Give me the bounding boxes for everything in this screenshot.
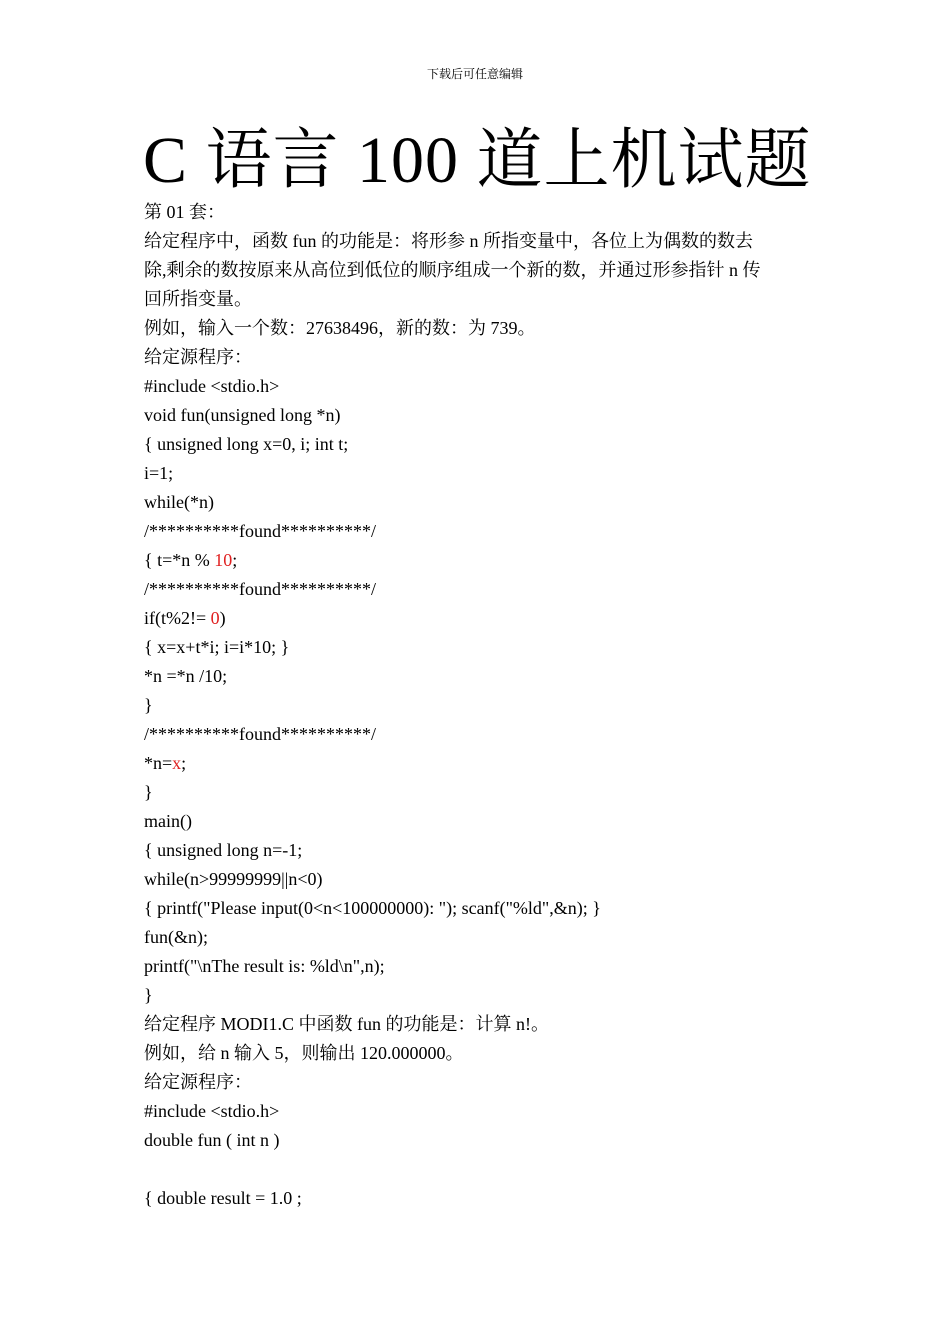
text-line [144,546,809,575]
text-line: while(n>99999999||n<0) [144,869,323,889]
document-body [144,198,809,1213]
text-line: { printf("Please input(0<n<100000000): "); scanf("%ld",&n); } [144,898,601,918]
text-line: i=1; [144,463,174,483]
text-line [144,749,809,778]
document-title: C 语言 100 道上机试题 [143,124,812,197]
text-line: { x=x+t*i; i=i*10; } [144,637,290,657]
text-line: 第 01 套： [144,202,225,222]
text-line: 给定源程序： [144,1072,252,1092]
highlighted-answer: 0 [210,608,220,628]
code-fragment: ; [232,550,238,570]
text-line: 例如，给 n 输入 5，则输出 120.000000。 [144,1043,464,1063]
text-line: #include <stdio.h> [144,376,280,396]
text-line: 给定源程序： [144,347,252,367]
text-line [144,604,809,633]
text-line: /**********found**********/ [144,521,376,541]
text-line: 给定程序中，函数 fun 的功能是：将形参 n 所指变量中，各位上为偶数的数去 [144,231,753,251]
text-line: fun(&n); [144,927,208,947]
text-line: main() [144,811,192,831]
text-line: void fun(unsigned long *n) [144,405,341,425]
text-line [144,1155,809,1184]
text-line: 除,剩余的数按原来从高位到低位的顺序组成一个新的数，并通过形参指针 n 传 [144,260,761,280]
text-line: /**********found**********/ [144,579,376,599]
text-line: /**********found**********/ [144,724,376,744]
code-fragment: *n= [144,753,173,773]
text-line: while(*n) [144,492,214,512]
page-header: 下载后可任意编辑 [426,67,523,81]
highlighted-answer: 10 [214,550,233,570]
text-line: 例如，输入一个数：27638496，新的数：为 739。 [144,318,536,338]
text-line: } [144,985,153,1005]
text-line: 给定程序 MODI1.C 中函数 fun 的功能是：计算 n!。 [144,1014,549,1034]
text-line: } [144,695,153,715]
text-line: 回所指变量。 [144,289,252,309]
text-line: #include <stdio.h> [144,1101,280,1121]
text-line: { double result = 1.0 ; [144,1188,302,1208]
code-fragment: ; [181,753,187,773]
text-line: printf("\nThe result is: %ld\n",n); [144,956,385,976]
highlighted-answer: x [172,753,182,773]
code-fragment: if(t%2!= [144,608,211,628]
code-fragment: { t=*n % [144,550,215,570]
text-line: { unsigned long n=-1; [144,840,303,860]
text-line: *n =*n /10; [144,666,228,686]
text-line: } [144,782,153,802]
code-fragment: ) [219,608,226,628]
text-line: double fun ( int n ) [144,1130,280,1150]
text-line: { unsigned long x=0, i; int t; [144,434,349,454]
